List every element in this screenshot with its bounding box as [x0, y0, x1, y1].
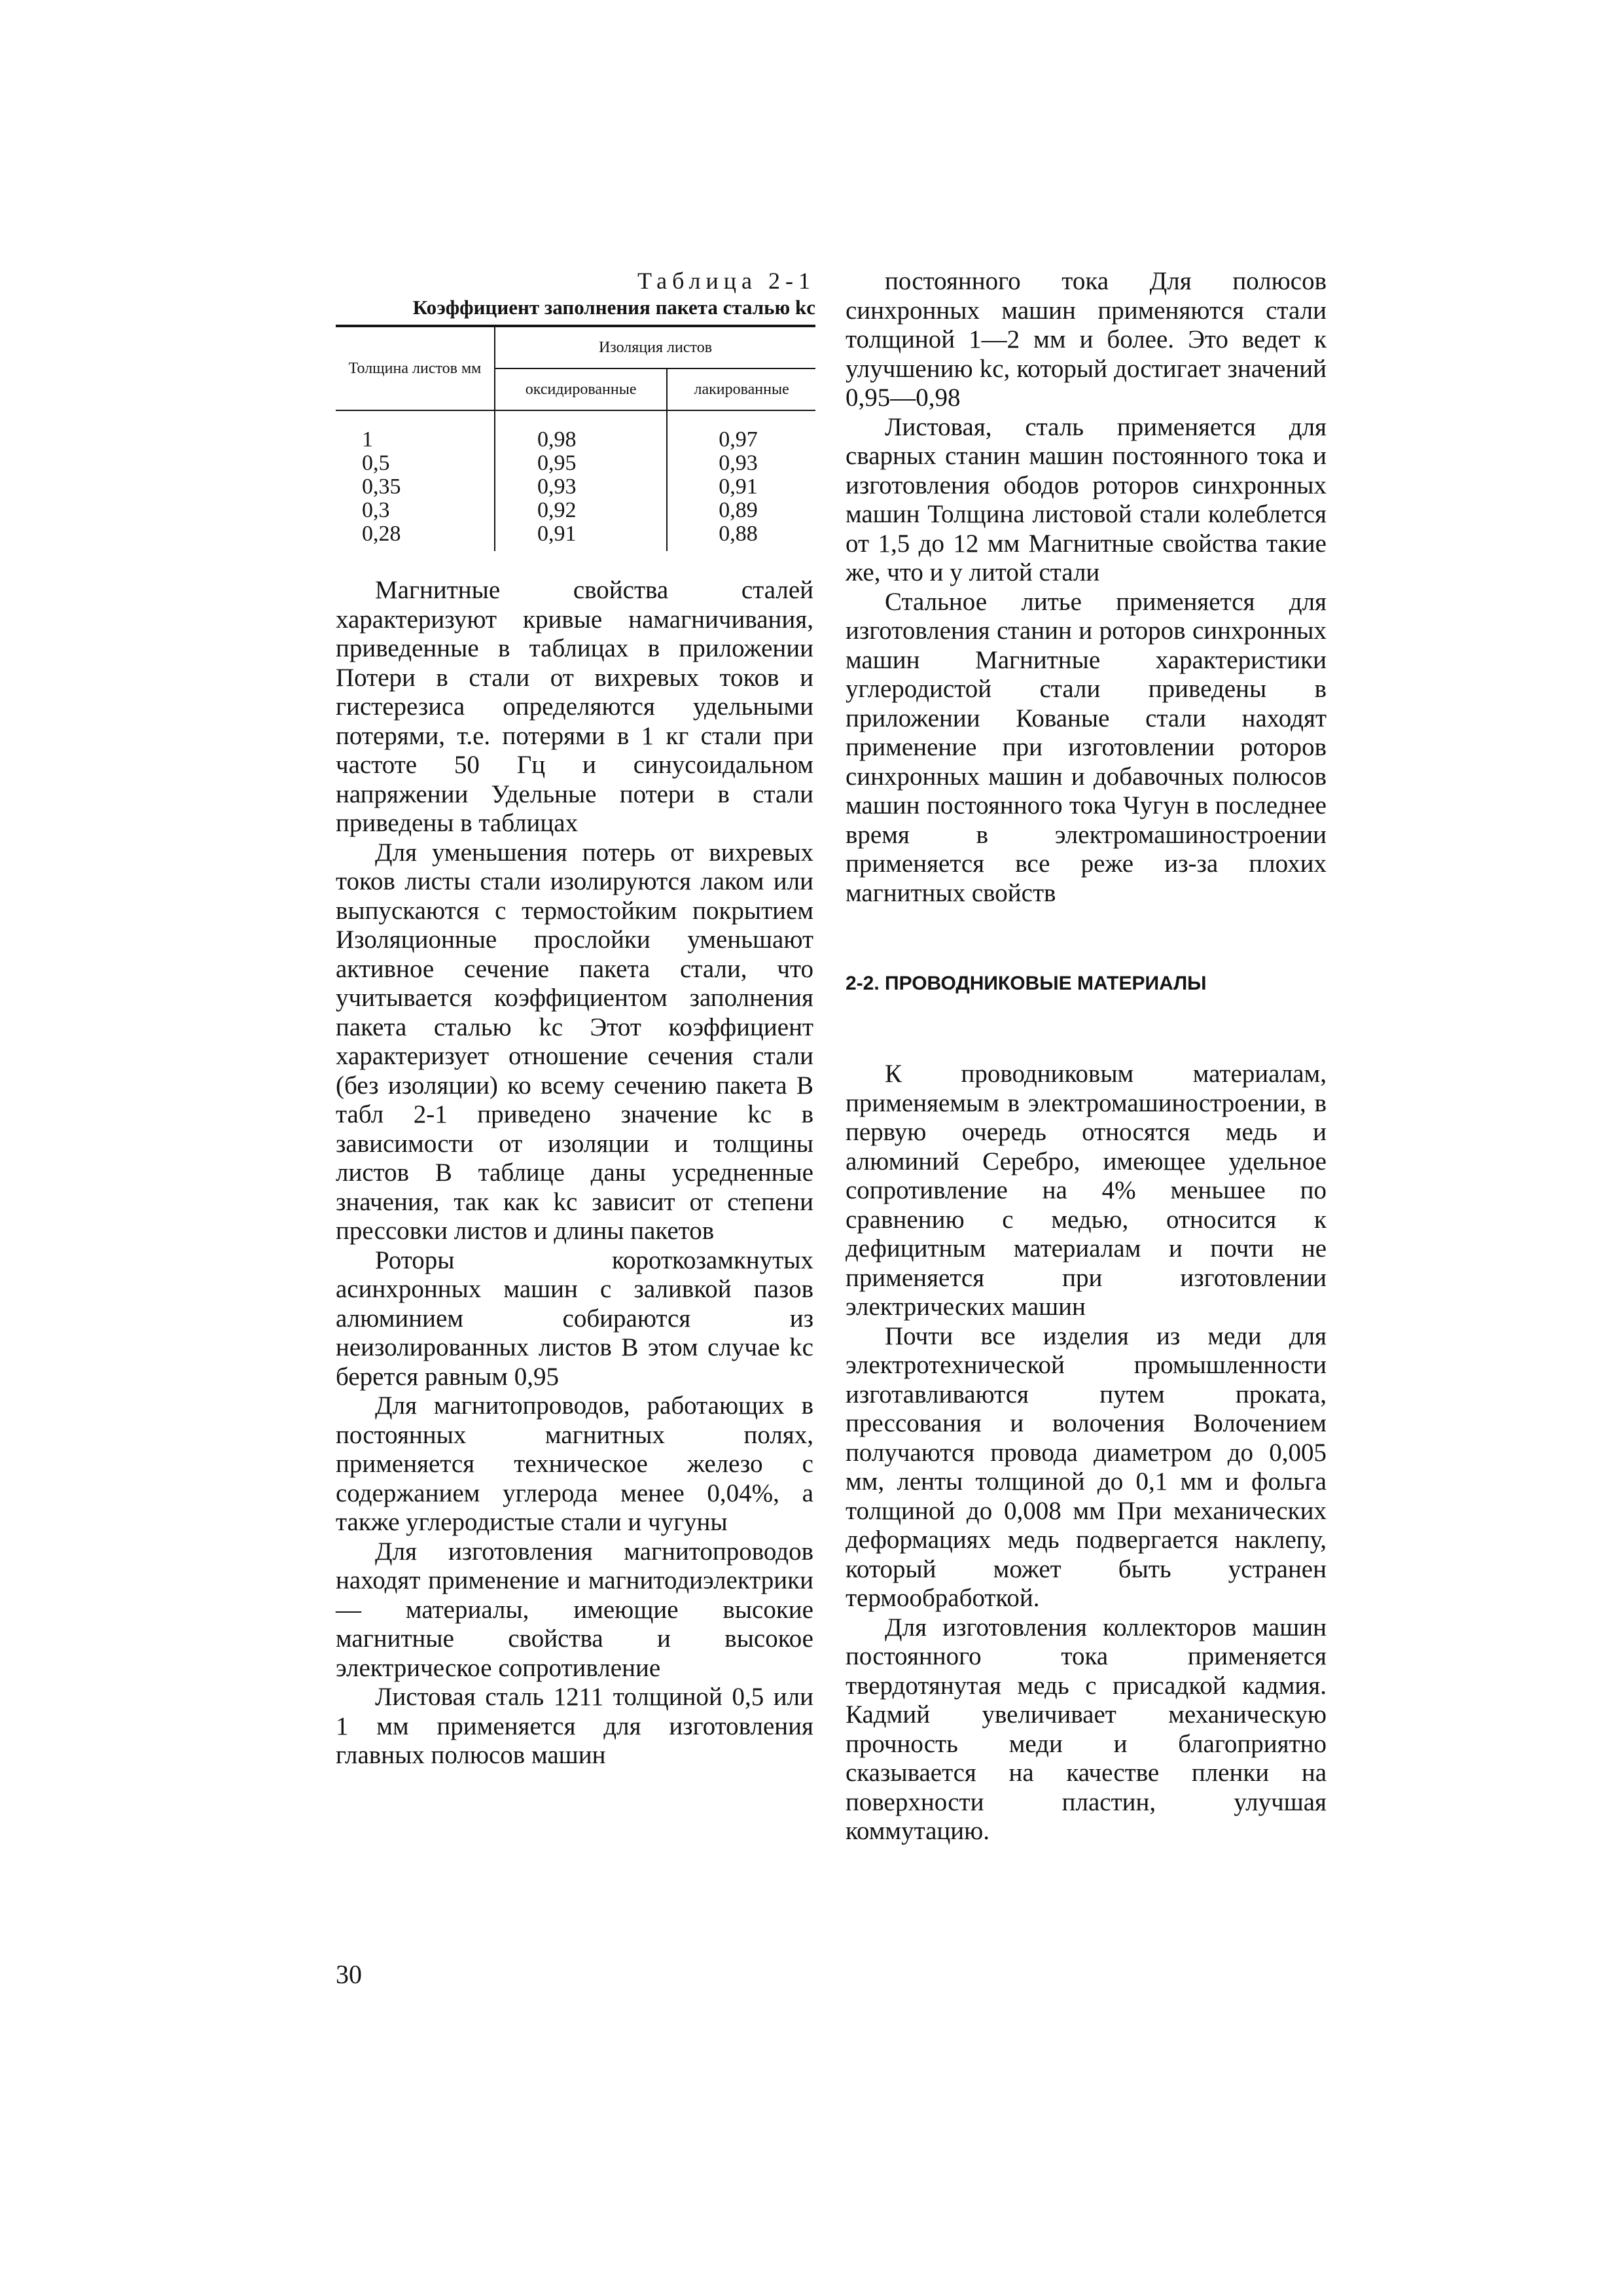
header-insulation: Изоляция листов [495, 326, 815, 368]
cell-thickness: 0,35 [336, 475, 495, 499]
cell-lacquered: 0,97 [719, 427, 758, 452]
cell-lacquered: 0,91 [719, 475, 758, 499]
cell-oxidized: 0,93 [495, 475, 667, 499]
table-row [336, 522, 815, 551]
table-row [336, 452, 815, 475]
cell-oxidized: 0,92 [495, 499, 667, 522]
left-column [336, 576, 813, 1770]
table-row [336, 410, 815, 452]
paragraph: Для изготовления коллекторов машин постоянного тока применяется твердотянутая медь с присадкой кадмия. Кадмий увеличивает механическую прочность меди и благоприятно сказывается на качестве пленки на поверхности пластин, улучшая коммутацию. [846, 1613, 1327, 1845]
cell-oxidized: 0,98 [495, 410, 667, 452]
cell-lacquered: 0,93 [719, 451, 758, 475]
paragraph: постоянного тока Для полюсов синхронных машин применяются стали толщиной 1—2 мм и более. Это ведет к улучшению kс, который достигает значений 0,95—0,98 [846, 267, 1327, 412]
paragraph: Роторы короткозамкнутых асинхронных машин с заливкой пазов алюминием собираются из неизолированных листов В этом случае kс берется равным 0,95 [336, 1246, 813, 1391]
table-title: Коэффициент заполнения пакета сталью kс [412, 296, 815, 319]
right-column [846, 267, 1327, 1846]
section-heading: 2-2. ПРОВОДНИКОВЫЕ МАТЕРИАЛЫ [846, 973, 1207, 994]
table-number: Таблица 2-1 [637, 268, 815, 294]
cell-thickness: 0,5 [336, 452, 495, 475]
paragraph: Листовая сталь 1211 толщиной 0,5 или 1 мм применяется для изготовления главных полюсов машин [336, 1683, 813, 1769]
table-row [336, 475, 815, 499]
cell-thickness: 0,3 [336, 499, 495, 522]
header-lacquered: лакированные [667, 368, 815, 410]
page-number: 30 [336, 1960, 362, 1989]
paragraph: Почти все изделия из меди для электротехнической промышленности изготавливаются путем проката, прессования и волочения Волочением получаются провода диаметром до 0,005 мм, ленты толщиной до 0,1 мм и фольга толщиной до 0,008 мм При механических деформациях медь подвергается наклепу, который может быть устранен термообработкой. [846, 1321, 1327, 1612]
cell-oxidized: 0,91 [495, 522, 667, 551]
cell-lacquered: 0,88 [719, 522, 758, 546]
table-2-1 [336, 267, 815, 551]
cell-thickness: 1 [336, 410, 495, 452]
paragraph: Листовая, сталь применяется для сварных станин машин постоянного тока и изготовления ободов роторов синхронных машин Толщина листовой стали колеблется от 1,5 до 12 мм Магнитные свойства такие же, что и у литой стали [846, 412, 1327, 586]
cell-oxidized: 0,95 [495, 452, 667, 475]
header-oxidized: оксидированные [495, 368, 667, 410]
cell-thickness: 0,28 [336, 522, 495, 551]
paragraph: Стальное литье применяется для изготовления станин и роторов синхронных машин Магнитные характеристики углеродистой стали приведены в приложении Кованые стали находят применение при изготовлении роторов синхронных машин и добавочных полюсов машин постоянного тока Чугун в последнее время в электромашиностроении применяется все реже из-за плохих магнитных свойств [846, 587, 1327, 907]
paragraph: Для магнитопроводов, работающих в постоянных магнитных полях, применяется техническое железо с содержанием углерода менее 0,04%, а также углеродистые стали и чугуны [336, 1391, 813, 1536]
paragraph: К проводниковым материалам, применяемым в электромашиностроении, в первую очередь относятся медь и алюминий Серебро, имеющее удельное сопротивление на 4% меньшее по сравнению с медью, относится к дефицитным материалам и почти не применяется при изготовлении электрических машин [846, 1060, 1327, 1321]
paragraph: Магнитные свойства сталей характеризуют кривые намагничивания, приведенные в таблицах в приложении Потери в стали от вихревых токов и гистерезиса определяются удельными потерями, т.е. потерями в 1 кг стали при частоте 50 Гц и синусоидальном напряжении Удельные потери в стали приведены в таблицах [336, 576, 813, 837]
cell-lacquered: 0,89 [719, 498, 758, 522]
paragraph: Для уменьшения потерь от вихревых токов листы стали изолируются лаком или выпускаются с термостойким покрытием Изоляционные прослойки уменьшают активное сечение пакета стали, что учитывается коэффициентом заполнения пакета сталью kс Этот коэффициент характеризует отношение сечения стали (без изоляции) ко всему сечению пакета В табл 2-1 приведено значение kс в зависимости от изоляции и толщины листов В таблице даны усредненные значения, так как kс зависит от степени прессовки листов и длины пакетов [336, 838, 813, 1245]
paragraph: Для изготовления магнитопроводов находят применение и магнитодиэлектрики — материалы, имеющие высокие магнитные свойства и высокое электрическое сопротивление [336, 1537, 813, 1682]
header-thickness: Толщина листов мм [336, 326, 495, 410]
table-row [336, 499, 815, 522]
fill-factor-table [336, 325, 815, 551]
